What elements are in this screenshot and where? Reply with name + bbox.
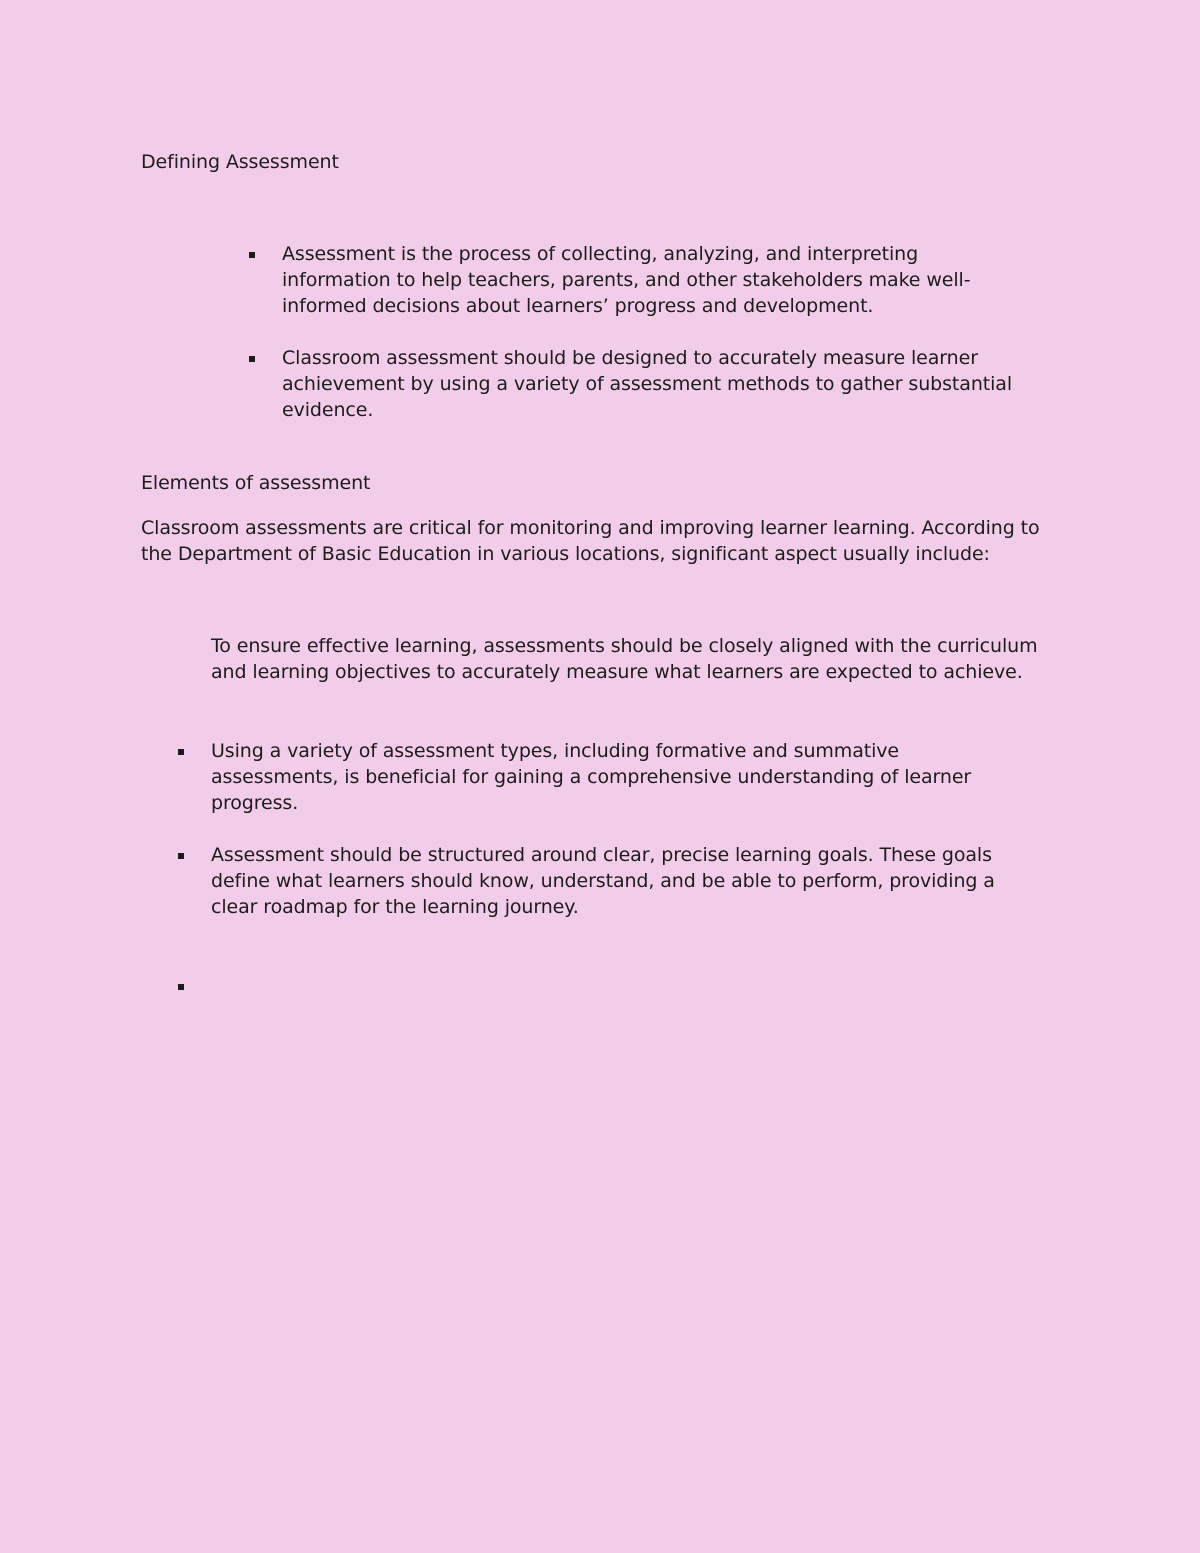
bullet-marker bbox=[178, 749, 184, 755]
element-item-2: Using a variety of assessment types, including formative and summative assessments, is beneficial for gaining a comprehensive understanding of learner progress. bbox=[211, 740, 972, 814]
empty-bullet-marker bbox=[178, 984, 184, 990]
bullet-marker bbox=[249, 252, 255, 258]
bullet-marker bbox=[178, 853, 184, 859]
bullet-marker bbox=[249, 356, 255, 362]
definition-bullet-2: Classroom assessment should be designed to accurately measure learner achievement by using a variety of assessment methods to gather substantial evidence. bbox=[282, 347, 1013, 421]
heading-defining-assessment: Defining Assessment bbox=[141, 151, 339, 173]
elements-intro-paragraph: Classroom assessments are critical for monitoring and improving learner learning. According to the Department of Basic Education in various locations, significant aspect usually include: bbox=[141, 517, 1040, 565]
element-item-3: Assessment should be structured around clear, precise learning goals. These goals define what learners should know, understand, and be able to perform, providing a clear roadmap for the learning journey. bbox=[211, 844, 995, 918]
heading-elements-of-assessment: Elements of assessment bbox=[141, 472, 371, 494]
element-item-1: To ensure effective learning, assessments should be closely aligned with the curriculum and learning objectives to accurately measure what learners are expected to achieve. bbox=[211, 635, 1038, 683]
definition-bullet-1: Assessment is the process of collecting, analyzing, and interpreting information to help teachers, parents, and other stakeholders make well-informed decisions about learners’ progress and development. bbox=[282, 243, 971, 317]
